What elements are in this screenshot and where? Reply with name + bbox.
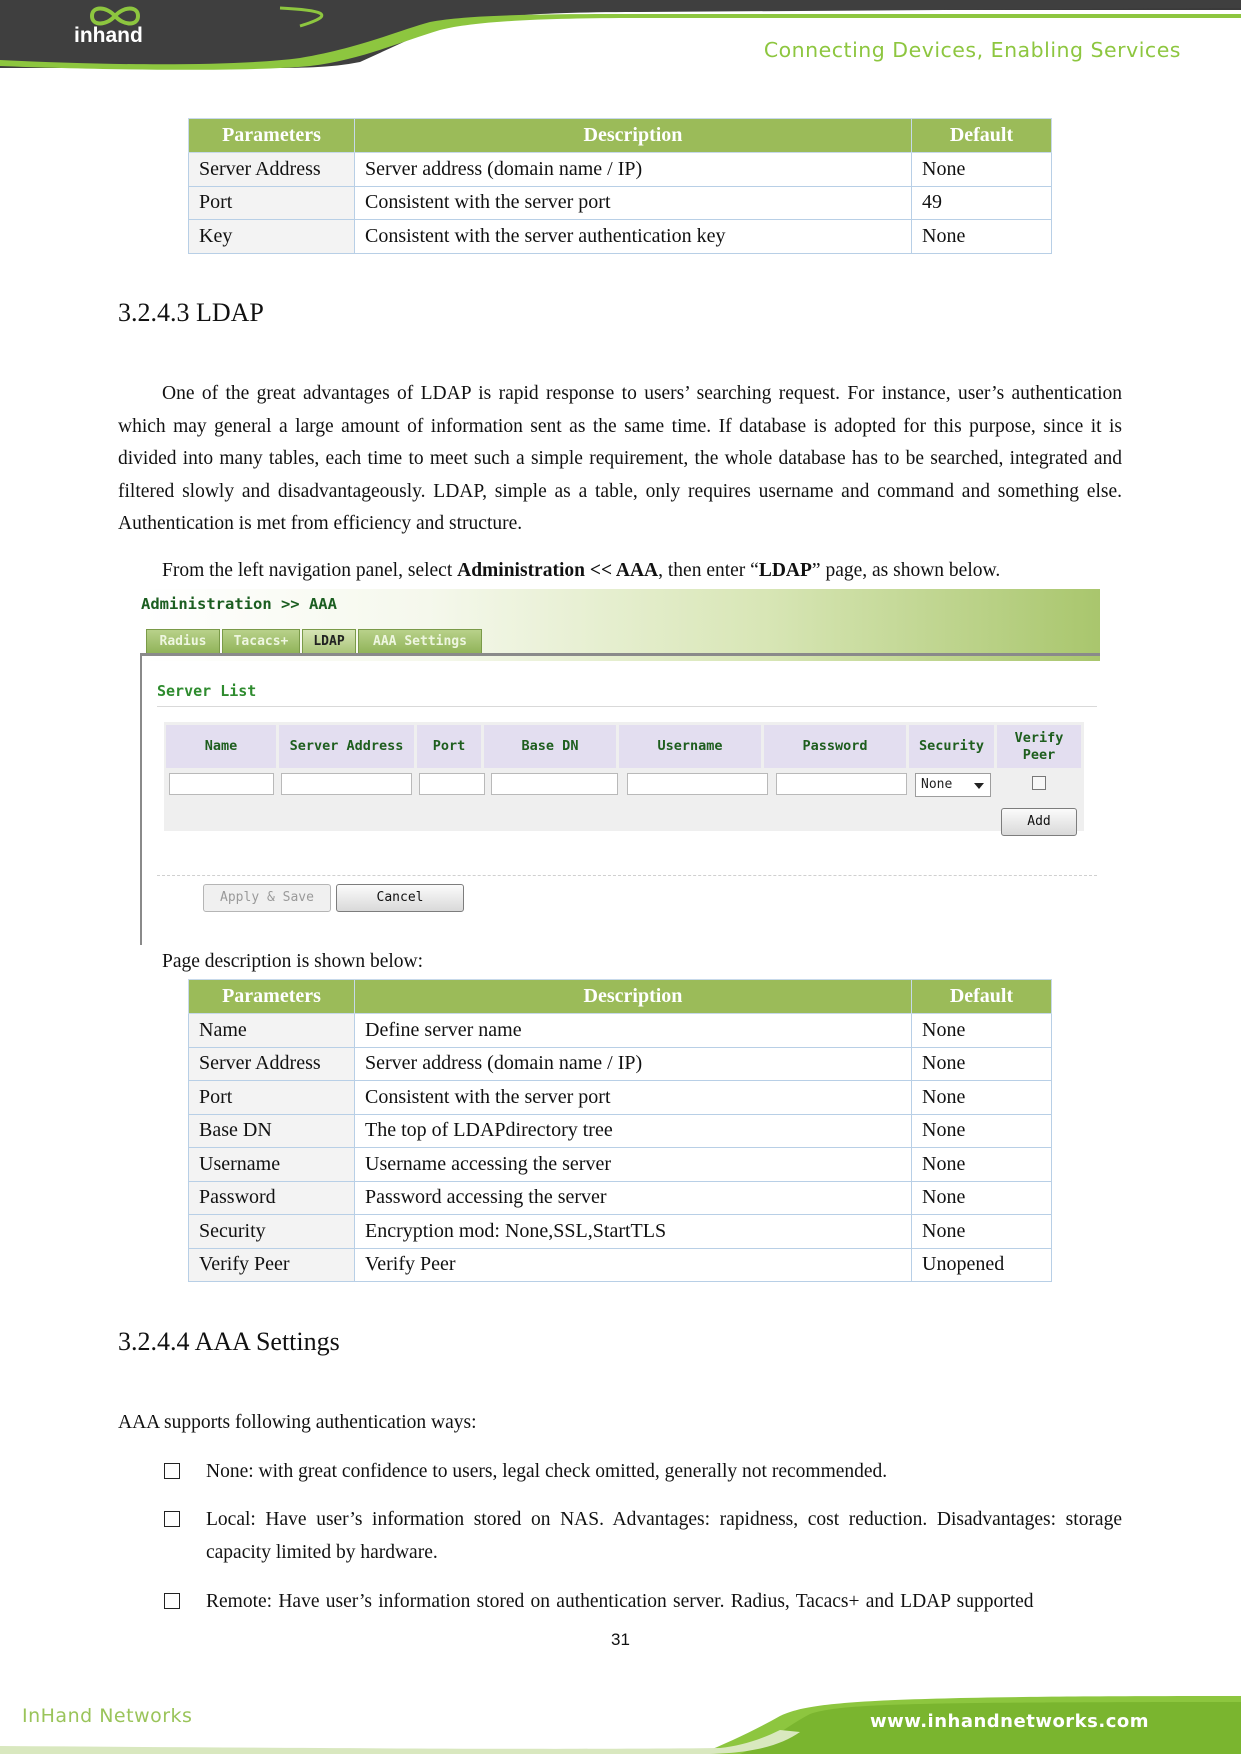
bullet-text: Local: Have user’s information stored on NAS. Advantages: rapidness, cost reduction. Disadvantages: storage capacity limited by hardware. xyxy=(206,1509,1122,1563)
header-default: Default xyxy=(912,119,1052,153)
heading-aaa-settings: 3.2.4.4 AAA Settings xyxy=(118,1327,340,1356)
param-cell: Verify Peer xyxy=(189,1248,355,1282)
screenshot-title: Administration >> AAA xyxy=(141,595,337,613)
default-cell: None xyxy=(912,1215,1052,1249)
username-input[interactable] xyxy=(627,773,768,795)
ldap-screenshot xyxy=(140,589,1100,945)
table-row xyxy=(189,220,1052,254)
ldap-paragraph: One of the great advantages of LDAP is rapid response to users’ searching request. For instance, user’s authentication which may general a large amount of information sent as the same time. If database is adopted for this purpose, since it is divided into many tables, each time to meet such a simple requirement, the whole database has to be searched, integrated and filtered slowly and disadvantageously. LDAP, simple as a table, only requires username and command and something else. Authentication is met from efficiency and structure. xyxy=(118,383,1122,535)
tab-radius[interactable]: Radius xyxy=(146,629,220,654)
base-dn-input[interactable] xyxy=(491,773,618,795)
default-cell: None xyxy=(912,1181,1052,1215)
description-cell: Consistent with the server port xyxy=(355,1081,912,1115)
nav-text-pre: From the left navigation panel, select xyxy=(162,560,458,581)
description-cell: Server address (domain name / IP) xyxy=(355,153,912,187)
server-address-input[interactable] xyxy=(281,773,412,795)
verify-peer-checkbox[interactable] xyxy=(1032,776,1046,790)
apply-save-button[interactable]: Apply & Save xyxy=(203,884,331,912)
dashed-divider xyxy=(157,875,1097,876)
header-parameters: Parameters xyxy=(189,980,355,1014)
description-cell: Password accessing the server xyxy=(355,1181,912,1215)
tab-aaa-settings[interactable]: AAA Settings xyxy=(358,629,482,654)
header-tagline: Connecting Devices, Enabling Services xyxy=(763,38,1181,62)
param-cell: Key xyxy=(189,220,355,254)
aaa-intro: AAA supports following authentication ways: xyxy=(118,1412,477,1433)
table-row xyxy=(189,1114,1052,1148)
description-cell: Verify Peer xyxy=(355,1248,912,1282)
heading-ldap: 3.2.4.3 LDAP xyxy=(118,298,264,327)
content-border-left xyxy=(140,653,142,945)
square-bullet-icon xyxy=(164,1593,180,1609)
column-password: Password xyxy=(764,725,906,768)
column-security: Security xyxy=(909,725,994,768)
footer-website: www.inhandnetworks.com xyxy=(869,1711,1149,1732)
table-row xyxy=(189,153,1052,187)
description-cell: Encryption mod: None,SSL,StartTLS xyxy=(355,1215,912,1249)
nav-page-name: LDAP xyxy=(758,560,812,581)
tab-ldap[interactable]: LDAP xyxy=(302,629,356,654)
table-row xyxy=(189,1215,1052,1249)
password-input[interactable] xyxy=(776,773,907,795)
table-header-row xyxy=(189,119,1052,153)
default-cell: Unopened xyxy=(912,1248,1052,1282)
bullet-text: Remote: Have user’s information stored on authentication server. Radius, Tacacs+ and LDAP supported xyxy=(206,1591,1034,1612)
param-cell: Server Address xyxy=(189,1047,355,1081)
description-cell: Server address (domain name / IP) xyxy=(355,1047,912,1081)
param-cell: Port xyxy=(189,186,355,220)
content-border-top xyxy=(140,653,1100,656)
column-verify-peer: Verify Peer xyxy=(997,725,1081,768)
default-cell: 49 xyxy=(912,186,1052,220)
nav-text-post: ” page, as shown below. xyxy=(811,560,1001,581)
chevron-down-icon xyxy=(974,783,984,789)
navigation-instruction xyxy=(162,560,1000,582)
server-list-title: Server List xyxy=(157,682,257,700)
add-button[interactable]: Add xyxy=(1001,808,1077,836)
header-default: Default xyxy=(912,980,1052,1014)
table-row xyxy=(189,1248,1052,1282)
default-cell: None xyxy=(912,1047,1052,1081)
page-number: 31 xyxy=(611,1630,630,1649)
param-cell: Port xyxy=(189,1081,355,1115)
description-cell: The top of LDAPdirectory tree xyxy=(355,1114,912,1148)
param-cell: Name xyxy=(189,1014,355,1048)
header-description: Description xyxy=(355,119,912,153)
column-port: Port xyxy=(417,725,481,768)
param-cell: Password xyxy=(189,1181,355,1215)
bullet-item xyxy=(164,1455,1122,1489)
param-cell: Base DN xyxy=(189,1114,355,1148)
table-row xyxy=(189,1047,1052,1081)
logo-text: inhand xyxy=(74,24,143,47)
cancel-button[interactable]: Cancel xyxy=(336,884,464,912)
square-bullet-icon xyxy=(164,1511,180,1527)
description-cell: Consistent with the server authentication key xyxy=(355,220,912,254)
header-description: Description xyxy=(355,980,912,1014)
column-username: Username xyxy=(619,725,761,768)
table-row xyxy=(189,1181,1052,1215)
param-cell: Username xyxy=(189,1148,355,1182)
default-cell: None xyxy=(912,153,1052,187)
bullet-item xyxy=(164,1503,1122,1571)
description-cell: Consistent with the server port xyxy=(355,186,912,220)
table-header-row xyxy=(189,980,1052,1014)
table-row xyxy=(189,1081,1052,1115)
column-base-dn: Base DN xyxy=(484,725,616,768)
tab-tacacs[interactable]: Tacacs+ xyxy=(222,629,300,654)
page-description-label: Page description is shown below: xyxy=(162,951,424,972)
header-parameters: Parameters xyxy=(189,119,355,153)
default-cell: None xyxy=(912,1114,1052,1148)
port-input[interactable] xyxy=(419,773,485,795)
default-cell: None xyxy=(912,1014,1052,1048)
security-select[interactable] xyxy=(915,773,991,797)
name-input[interactable] xyxy=(169,773,274,795)
default-cell: None xyxy=(912,1081,1052,1115)
security-selected-value: None xyxy=(921,777,953,792)
section-divider xyxy=(157,706,1097,707)
nav-text-mid: , then enter “ xyxy=(658,560,759,581)
footer-company: InHand Networks xyxy=(22,1705,193,1727)
parameters-table-ldap xyxy=(188,979,1052,1282)
square-bullet-icon xyxy=(164,1463,180,1479)
default-cell: None xyxy=(912,220,1052,254)
description-cell: Username accessing the server xyxy=(355,1148,912,1182)
default-cell: None xyxy=(912,1148,1052,1182)
parameters-table-top xyxy=(188,118,1052,254)
nav-path: Administration << AAA xyxy=(457,560,659,581)
table-row xyxy=(189,1014,1052,1048)
column-server-address: Server Address xyxy=(279,725,414,768)
table-row xyxy=(189,186,1052,220)
param-cell: Server Address xyxy=(189,153,355,187)
column-name: Name xyxy=(166,725,276,768)
bullet-text: None: with great confidence to users, legal check omitted, generally not recommended. xyxy=(206,1461,888,1482)
page-header xyxy=(0,0,1241,90)
param-cell: Security xyxy=(189,1215,355,1249)
description-cell: Define server name xyxy=(355,1014,912,1048)
table-row xyxy=(189,1148,1052,1182)
bullet-item xyxy=(164,1585,1122,1619)
